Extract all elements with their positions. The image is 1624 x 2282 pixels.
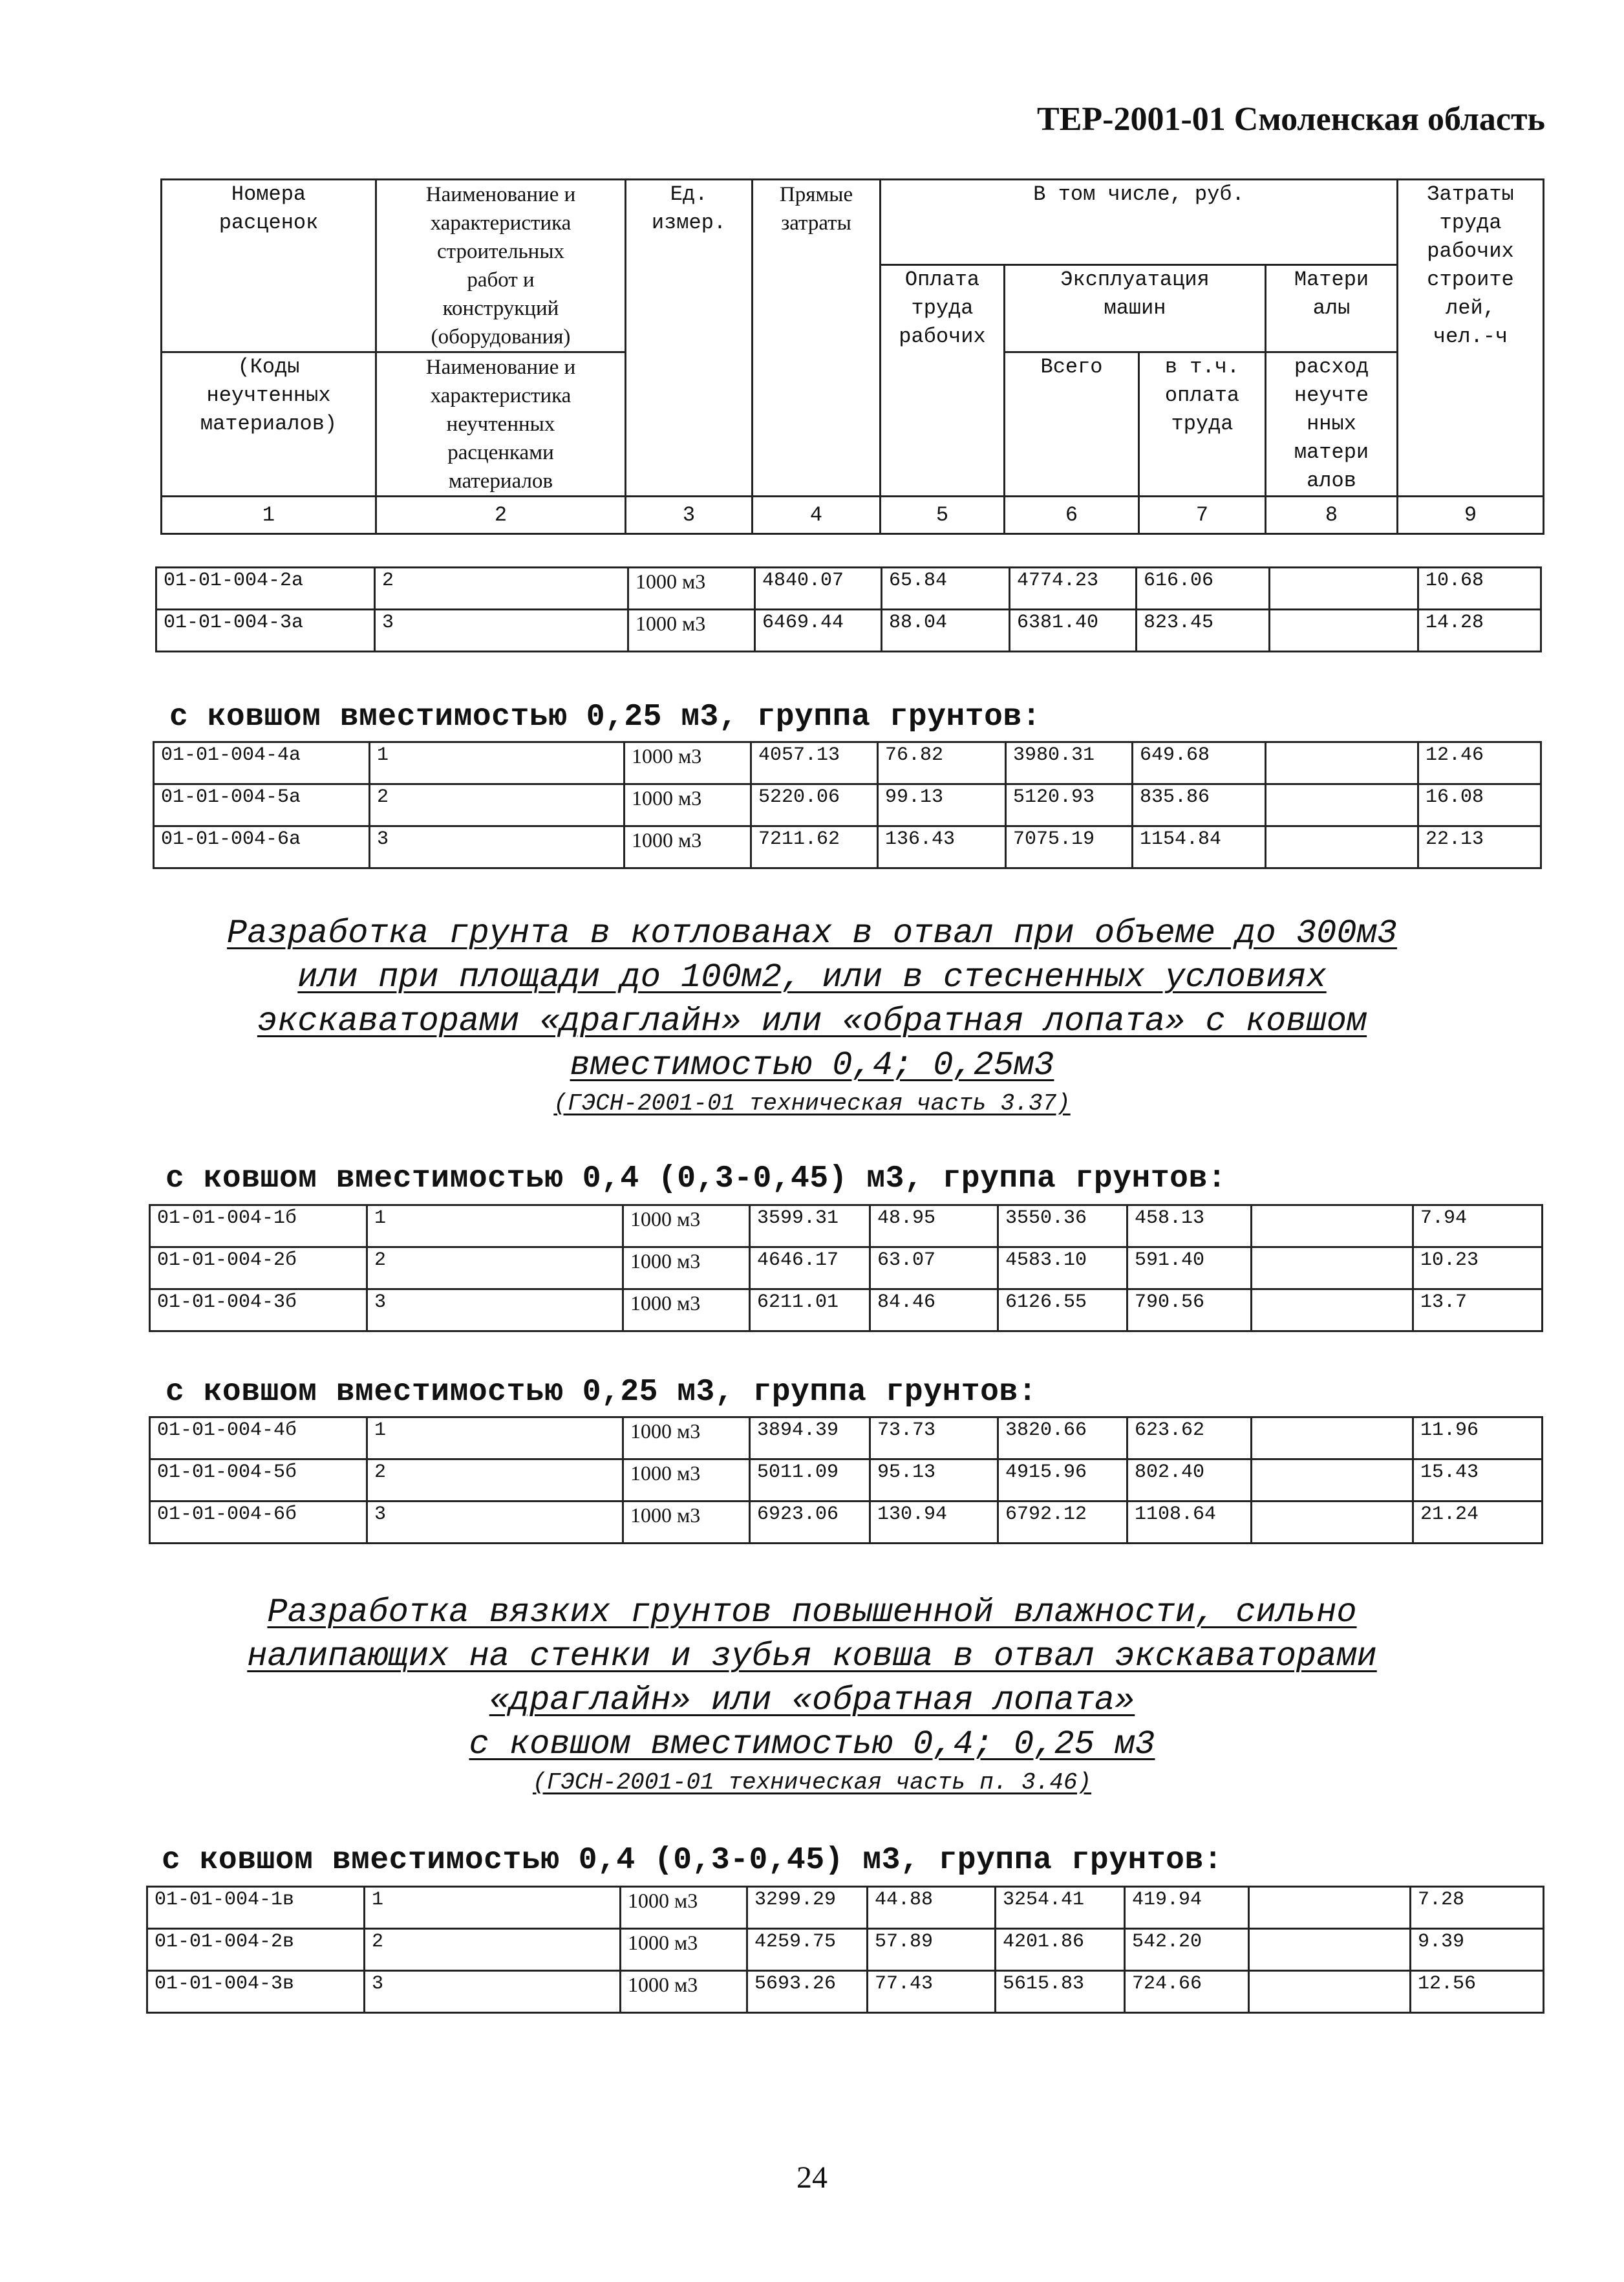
rate-code: 01-01-004-3б (150, 1289, 367, 1331)
direct-costs: 6923.06 (750, 1502, 870, 1544)
rates-table (149, 1204, 1543, 1332)
labor-hours: 15.43 (1413, 1459, 1543, 1502)
materials (1252, 1502, 1413, 1544)
machines-total: 3254.41 (996, 1887, 1125, 1929)
soil-group: 2 (367, 1247, 623, 1289)
materials (1266, 784, 1418, 826)
materials (1266, 826, 1418, 868)
heading-line: экскаваторами «драглайн» или «обратная лопата» с ковшом (257, 1002, 1367, 1040)
machines-labor: 790.56 (1127, 1289, 1252, 1331)
col8-header-top: Матери алы (1266, 265, 1398, 352)
direct-costs: 3894.39 (750, 1417, 870, 1459)
rates-table (155, 566, 1542, 652)
machines-header: Эксплуатация машин (1005, 265, 1266, 352)
direct-costs: 3299.29 (747, 1887, 868, 1929)
labor-pay: 130.94 (870, 1502, 998, 1544)
direct-costs: 4646.17 (750, 1247, 870, 1289)
rate-code: 01-01-004-6а (154, 826, 370, 868)
machines-labor: 458.13 (1127, 1205, 1252, 1247)
table-row (147, 1929, 1544, 1971)
heading-line: налипающих на стенки и зубья ковша в отвал экскаваторами (247, 1637, 1377, 1675)
table-row (150, 1502, 1543, 1544)
labor-hours: 21.24 (1413, 1502, 1543, 1544)
rate-code: 01-01-004-5а (154, 784, 370, 826)
soil-group: 3 (367, 1289, 623, 1331)
labor-pay: 73.73 (870, 1417, 998, 1459)
unit: 1000 м3 (628, 610, 755, 652)
rate-code: 01-01-004-1б (150, 1205, 367, 1247)
labor-pay: 57.89 (868, 1929, 996, 1971)
machines-labor: 724.66 (1125, 1971, 1249, 2013)
rate-code: 01-01-004-3в (147, 1971, 365, 2013)
table-row (150, 1459, 1543, 1502)
table-row (150, 1205, 1543, 1247)
direct-costs: 6469.44 (755, 610, 882, 652)
unit: 1000 м3 (628, 568, 755, 610)
column-header-table (160, 178, 1544, 535)
unit: 1000 м3 (623, 1247, 750, 1289)
machines-labor: 542.20 (1125, 1929, 1249, 1971)
materials (1249, 1929, 1411, 1971)
labor-hours: 13.7 (1413, 1289, 1543, 1331)
materials (1252, 1205, 1413, 1247)
col3-header: Ед. измер. (626, 180, 753, 497)
machines-labor: 823.45 (1137, 610, 1270, 652)
heading-reference: (ГЭСН-2001-01 техническая часть 3.37) (553, 1090, 1071, 1117)
col-number: 4 (753, 497, 881, 534)
labor-pay: 136.43 (878, 826, 1006, 868)
col-number: 6 (1005, 497, 1139, 534)
soil-group: 1 (367, 1205, 623, 1247)
rates-table (153, 741, 1542, 869)
labor-pay: 65.84 (882, 568, 1010, 610)
table-row (150, 1247, 1543, 1289)
machines-labor: 1154.84 (1133, 826, 1266, 868)
labor-hours: 12.46 (1418, 742, 1541, 784)
col-number: 1 (162, 497, 376, 534)
table-row (147, 1887, 1544, 1929)
rate-code: 01-01-004-2б (150, 1247, 367, 1289)
direct-costs: 4057.13 (751, 742, 878, 784)
materials (1252, 1289, 1413, 1331)
soil-group: 2 (367, 1459, 623, 1502)
machines-total: 6381.40 (1010, 610, 1137, 652)
machines-total: 5120.93 (1006, 784, 1133, 826)
rates-table (146, 1886, 1544, 2014)
rate-code: 01-01-004-2а (156, 568, 375, 610)
soil-group: 1 (367, 1417, 623, 1459)
rate-code: 01-01-004-4а (154, 742, 370, 784)
unit: 1000 м3 (623, 1502, 750, 1544)
table-row (156, 610, 1541, 652)
soil-group: 3 (375, 610, 628, 652)
machines-labor: 623.62 (1127, 1417, 1252, 1459)
col-number: 5 (881, 497, 1005, 534)
labor-pay: 95.13 (870, 1459, 998, 1502)
labor-pay: 76.82 (878, 742, 1006, 784)
machines-labor: 591.40 (1127, 1247, 1252, 1289)
machines-labor: 835.86 (1133, 784, 1266, 826)
table-row (150, 1289, 1543, 1331)
unit: 1000 м3 (621, 1929, 747, 1971)
materials (1270, 610, 1418, 652)
rate-code: 01-01-004-2в (147, 1929, 365, 1971)
table-row (150, 1417, 1543, 1459)
unit: 1000 м3 (625, 826, 751, 868)
direct-costs: 5011.09 (750, 1459, 870, 1502)
machines-total: 7075.19 (1006, 826, 1133, 868)
heading-reference: (ГЭСН-2001-01 техническая часть п. 3.46) (532, 1769, 1092, 1796)
group-label: с ковшом вместимостью 0,4 (0,3-0,45) м3, группа грунтов: (162, 1843, 1223, 1878)
machines-total: 3550.36 (998, 1205, 1127, 1247)
labor-pay: 88.04 (882, 610, 1010, 652)
table-row (154, 742, 1541, 784)
section-heading (129, 912, 1495, 1120)
unit: 1000 м3 (625, 784, 751, 826)
unit: 1000 м3 (621, 1971, 747, 2013)
unit: 1000 м3 (625, 742, 751, 784)
materials (1270, 568, 1418, 610)
table-row (147, 1971, 1544, 2013)
direct-costs: 5220.06 (751, 784, 878, 826)
table-row (156, 568, 1541, 610)
labor-hours: 11.96 (1413, 1417, 1543, 1459)
labor-hours: 10.68 (1418, 568, 1541, 610)
materials (1266, 742, 1418, 784)
direct-costs: 4840.07 (755, 568, 882, 610)
soil-group: 1 (365, 1887, 621, 1929)
rates-table (149, 1416, 1543, 1544)
machines-total: 6792.12 (998, 1502, 1127, 1544)
soil-group: 2 (365, 1929, 621, 1971)
labor-hours: 22.13 (1418, 826, 1541, 868)
soil-group: 3 (370, 826, 625, 868)
machines-total: 4915.96 (998, 1459, 1127, 1502)
machines-labor: 616.06 (1137, 568, 1270, 610)
col-number: 7 (1139, 497, 1266, 534)
machines-total: 5615.83 (996, 1971, 1125, 2013)
rate-code: 01-01-004-4б (150, 1417, 367, 1459)
unit: 1000 м3 (623, 1205, 750, 1247)
labor-hours: 9.39 (1411, 1929, 1544, 1971)
page-header: ТЕР-2001-01 Смоленская область (1037, 101, 1545, 138)
heading-line: Разработка грунта в котлованах в отвал при объеме до 300м3 (227, 914, 1397, 953)
soil-group: 2 (370, 784, 625, 826)
labor-hours: 7.94 (1413, 1205, 1543, 1247)
direct-costs: 3599.31 (750, 1205, 870, 1247)
labor-hours: 10.23 (1413, 1247, 1543, 1289)
col-number: 8 (1266, 497, 1398, 534)
rate-code: 01-01-004-1в (147, 1887, 365, 1929)
incl-header: В том числе, руб. (881, 180, 1398, 265)
col9-header: Затраты труда рабочих строите лей, чел.-ч (1398, 180, 1544, 497)
machines-total: 4201.86 (996, 1929, 1125, 1971)
table-row (154, 784, 1541, 826)
heading-line: «драглайн» или «обратная лопата» (489, 1681, 1135, 1719)
machines-total: 3820.66 (998, 1417, 1127, 1459)
col2-header-top: Наименование и характеристика строительных работ и конструкций (оборудования) (376, 180, 626, 352)
col5-header: Оплата труда рабочих (881, 265, 1005, 497)
materials (1252, 1417, 1413, 1459)
machines-labor: 649.68 (1133, 742, 1266, 784)
heading-line: вместимостью 0,4; 0,25м3 (570, 1046, 1054, 1084)
col7-header: в т.ч. оплата труда (1139, 352, 1266, 497)
labor-hours: 7.28 (1411, 1887, 1544, 1929)
labor-hours: 14.28 (1418, 610, 1541, 652)
labor-pay: 77.43 (868, 1971, 996, 2013)
materials (1249, 1887, 1411, 1929)
heading-line: с ковшом вместимостью 0,4; 0,25 м3 (469, 1725, 1155, 1763)
unit: 1000 м3 (621, 1887, 747, 1929)
col-number: 3 (626, 497, 753, 534)
labor-pay: 63.07 (870, 1247, 998, 1289)
materials (1252, 1459, 1413, 1502)
rate-code: 01-01-004-5б (150, 1459, 367, 1502)
col8-header-bottom: расход неучте нных матери алов (1266, 352, 1398, 497)
labor-pay: 48.95 (870, 1205, 998, 1247)
col1-header-bottom: (Коды неучтенных материалов) (162, 352, 376, 497)
direct-costs: 7211.62 (751, 826, 878, 868)
machines-total: 6126.55 (998, 1289, 1127, 1331)
unit: 1000 м3 (623, 1289, 750, 1331)
table-row (154, 826, 1541, 868)
labor-pay: 44.88 (868, 1887, 996, 1929)
section-heading (129, 1591, 1495, 1799)
group-label: с ковшом вместимостью 0,4 (0,3-0,45) м3, группа грунтов: (166, 1161, 1227, 1196)
unit: 1000 м3 (623, 1417, 750, 1459)
col-number: 2 (376, 497, 626, 534)
soil-group: 3 (367, 1502, 623, 1544)
group-label: с ковшом вместимостью 0,25 м3, группа грунтов: (166, 1375, 1038, 1410)
machines-total: 4583.10 (998, 1247, 1127, 1289)
unit: 1000 м3 (623, 1459, 750, 1502)
soil-group: 1 (370, 742, 625, 784)
materials (1249, 1971, 1411, 2013)
materials (1252, 1247, 1413, 1289)
soil-group: 2 (375, 568, 628, 610)
labor-hours: 12.56 (1411, 1971, 1544, 2013)
machines-labor: 419.94 (1125, 1887, 1249, 1929)
direct-costs: 6211.01 (750, 1289, 870, 1331)
labor-pay: 84.46 (870, 1289, 998, 1331)
labor-pay: 99.13 (878, 784, 1006, 826)
col2-header-bottom: Наименование и характеристика неучтенных расценками материалов (376, 352, 626, 497)
col4-header: Прямые затраты (753, 180, 881, 497)
heading-line: или при площади до 100м2, или в стесненных условиях (297, 958, 1327, 996)
group-label: с ковшом вместимостью 0,25 м3, группа грунтов: (169, 700, 1042, 735)
direct-costs: 4259.75 (747, 1929, 868, 1971)
direct-costs: 5693.26 (747, 1971, 868, 2013)
page-number: 24 (796, 2160, 828, 2195)
machines-labor: 802.40 (1127, 1459, 1252, 1502)
machines-total: 4774.23 (1010, 568, 1137, 610)
rate-code: 01-01-004-6б (150, 1502, 367, 1544)
machines-labor: 1108.64 (1127, 1502, 1252, 1544)
machines-total: 3980.31 (1006, 742, 1133, 784)
soil-group: 3 (365, 1971, 621, 2013)
col6-header: Всего (1005, 352, 1139, 497)
rate-code: 01-01-004-3а (156, 610, 375, 652)
labor-hours: 16.08 (1418, 784, 1541, 826)
col1-header-top: Номера расценок (162, 180, 376, 352)
col-number: 9 (1398, 497, 1544, 534)
heading-line: Разработка вязких грунтов повышенной влажности, сильно (267, 1593, 1357, 1631)
